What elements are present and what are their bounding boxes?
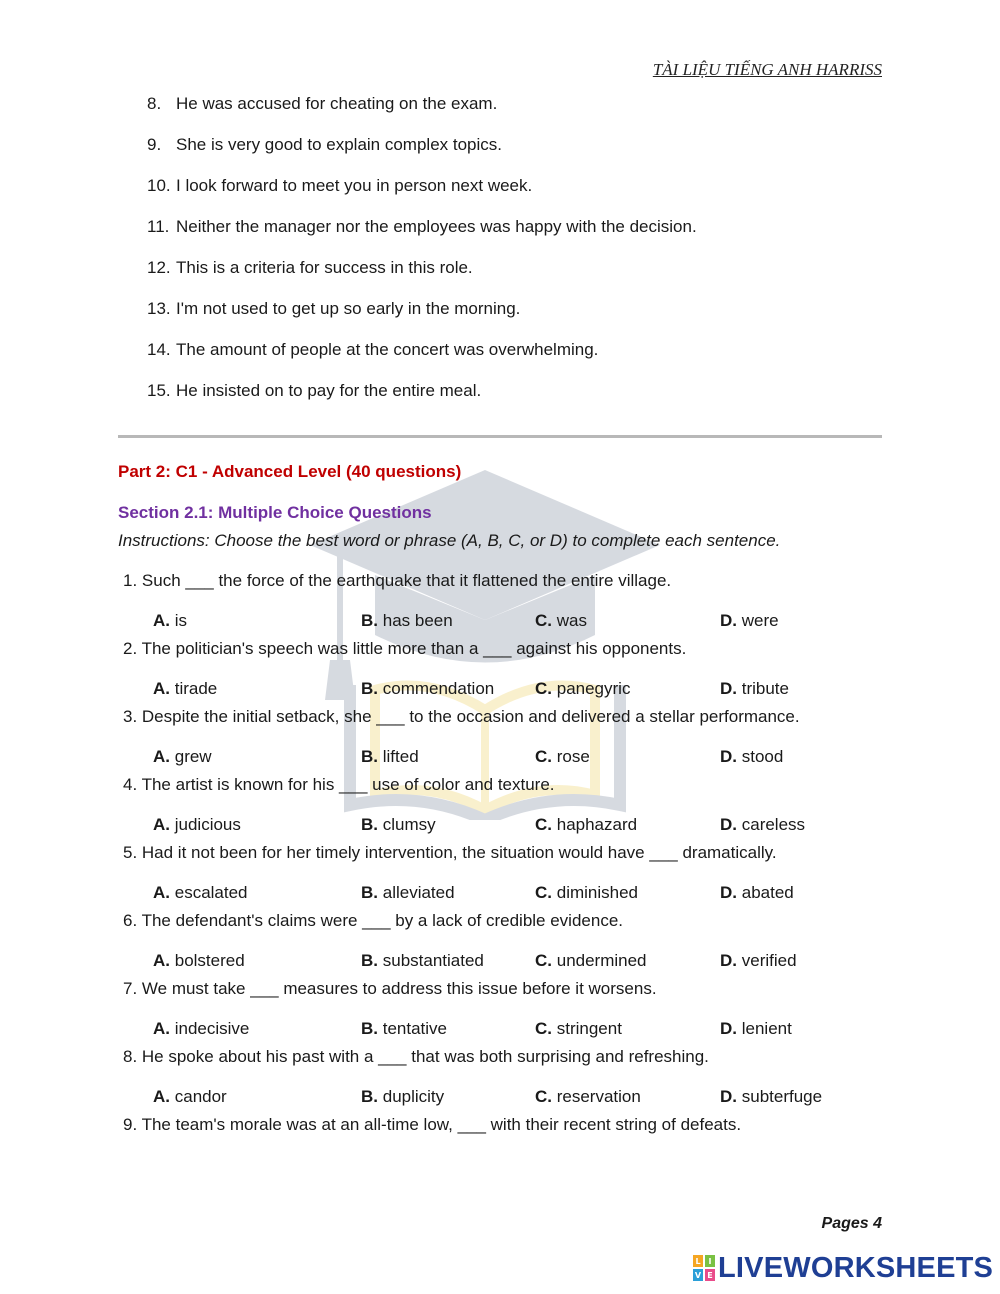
option-text: is	[174, 611, 188, 630]
logo-letter: I	[708, 1257, 712, 1266]
option-letter: B.	[361, 611, 378, 630]
option-text: judicious	[174, 815, 241, 834]
question	[123, 979, 923, 1047]
option-letter: A.	[153, 815, 170, 834]
option-a[interactable]	[153, 747, 212, 767]
part-title: Part 2: C1 - Advanced Level (40 questions)	[118, 462, 462, 481]
option-text: grew	[174, 747, 212, 766]
option-text: careless	[741, 815, 806, 834]
option-c[interactable]	[535, 1019, 622, 1039]
page-number: Pages 4	[821, 1215, 882, 1232]
question	[123, 707, 923, 775]
option-text: haphazard	[556, 815, 638, 834]
option-letter: A.	[153, 883, 170, 902]
option-letter: C.	[535, 815, 552, 834]
option-b[interactable]	[361, 747, 419, 767]
answer-options	[123, 611, 923, 639]
section-title: Section 2.1: Multiple Choice Questions	[118, 503, 432, 522]
option-c[interactable]	[535, 611, 587, 631]
option-letter: D.	[720, 611, 737, 630]
list-item	[147, 299, 697, 340]
option-d[interactable]	[720, 951, 797, 971]
logo-letter: L	[695, 1257, 701, 1266]
question-stem: 3. Despite the initial setback, she ___ to the occasion and delivered a stellar performance.	[123, 707, 800, 726]
option-d[interactable]	[720, 747, 783, 767]
option-letter: C.	[535, 1087, 552, 1106]
answer-options	[123, 951, 923, 979]
option-b[interactable]	[361, 679, 494, 699]
item-number: 11.	[147, 217, 170, 236]
brand-text: LIVEWORKSHEETS	[718, 1252, 994, 1284]
question	[123, 911, 923, 979]
option-b[interactable]	[361, 1019, 447, 1039]
item-text: I look forward to meet you in person next week.	[176, 176, 533, 195]
option-a[interactable]	[153, 815, 241, 835]
option-letter: A.	[153, 679, 170, 698]
option-text: candor	[174, 1087, 227, 1106]
option-letter: D.	[720, 815, 737, 834]
option-text: rose	[556, 747, 590, 766]
option-letter: B.	[361, 815, 378, 834]
option-b[interactable]	[361, 951, 484, 971]
option-text: lifted	[382, 747, 419, 766]
multiple-choice-questions	[123, 571, 923, 1183]
option-a[interactable]	[153, 611, 187, 631]
option-letter: C.	[535, 679, 552, 698]
question	[123, 1115, 923, 1183]
option-c[interactable]	[535, 747, 590, 767]
option-letter: C.	[535, 951, 552, 970]
logo-letter: E	[707, 1271, 713, 1280]
answer-options	[123, 747, 923, 775]
option-a[interactable]	[153, 883, 248, 903]
item-text: He insisted on to pay for the entire meal.	[176, 381, 482, 400]
item-number: 12.	[147, 258, 171, 277]
question-stem: 4. The artist is known for his ___ use of color and texture.	[123, 775, 555, 794]
answer-options	[123, 1019, 923, 1047]
question	[123, 639, 923, 707]
option-letter: C.	[535, 747, 552, 766]
option-d[interactable]	[720, 1087, 822, 1107]
option-letter: C.	[535, 1019, 552, 1038]
question-stem: 1. Such ___ the force of the earthquake that it flattened the entire village.	[123, 571, 672, 590]
option-text: bolstered	[174, 951, 245, 970]
option-letter: A.	[153, 1087, 170, 1106]
option-letter: A.	[153, 611, 170, 630]
question-stem: 8. He spoke about his past with a ___ that was both surprising and refreshing.	[123, 1047, 709, 1066]
item-number: 15.	[147, 381, 171, 400]
option-a[interactable]	[153, 951, 245, 971]
item-text: The amount of people at the concert was overwhelming.	[176, 340, 599, 359]
option-text: escalated	[174, 883, 248, 902]
liveworksheets-brand[interactable]	[693, 1252, 993, 1284]
option-letter: B.	[361, 1019, 378, 1038]
option-d[interactable]	[720, 1019, 792, 1039]
list-item	[147, 258, 697, 299]
option-text: tribute	[741, 679, 789, 698]
option-a[interactable]	[153, 679, 217, 699]
option-letter: A.	[153, 951, 170, 970]
logo-letter: V	[694, 1271, 702, 1280]
item-text: She is very good to explain complex topics.	[176, 135, 503, 154]
document-header-title: TÀI LIỆU TIẾNG ANH HARRISS	[652, 60, 882, 79]
question-stem: 6. The defendant's claims were ___ by a lack of credible evidence.	[123, 911, 623, 930]
option-letter: D.	[720, 1019, 737, 1038]
option-c[interactable]	[535, 679, 630, 699]
question	[123, 843, 923, 911]
option-b[interactable]	[361, 815, 436, 835]
option-letter: D.	[720, 951, 737, 970]
option-letter: D.	[720, 747, 737, 766]
option-text: lenient	[741, 1019, 792, 1038]
option-letter: D.	[720, 883, 737, 902]
option-text: diminished	[556, 883, 638, 902]
list-item	[147, 135, 697, 176]
option-text: abated	[741, 883, 794, 902]
option-c[interactable]	[535, 815, 637, 835]
option-d[interactable]	[720, 815, 805, 835]
question-stem: 9. The team's morale was at an all-time low, ___ with their recent string of defeats.	[123, 1115, 742, 1134]
option-text: were	[741, 611, 779, 630]
option-text: reservation	[556, 1087, 641, 1106]
answer-options	[123, 679, 923, 707]
option-letter: B.	[361, 883, 378, 902]
item-number: 13.	[147, 299, 171, 318]
option-text: undermined	[556, 951, 647, 970]
item-number: 14.	[147, 340, 171, 359]
option-c[interactable]	[535, 883, 638, 903]
option-c[interactable]	[535, 1087, 641, 1107]
option-d[interactable]	[720, 611, 779, 631]
answer-options	[123, 815, 923, 843]
item-text: This is a criteria for success in this role.	[176, 258, 473, 277]
option-text: clumsy	[382, 815, 436, 834]
option-text: alleviated	[382, 883, 455, 902]
option-d[interactable]	[720, 883, 794, 903]
list-item	[147, 94, 697, 135]
question	[123, 1047, 923, 1115]
option-text: has been	[382, 611, 453, 630]
option-text: tirade	[174, 679, 218, 698]
option-b[interactable]	[361, 883, 455, 903]
item-text: I'm not used to get up so early in the morning.	[176, 299, 521, 318]
item-number: 10.	[147, 176, 171, 195]
answer-options	[123, 883, 923, 911]
option-letter: A.	[153, 1019, 170, 1038]
option-c[interactable]	[535, 951, 647, 971]
list-item	[147, 217, 697, 258]
option-text: stringent	[556, 1019, 622, 1038]
question-stem: 5. Had it not been for her timely intervention, the situation would have ___ dramatically.	[123, 843, 777, 862]
question	[123, 775, 923, 843]
option-text: tentative	[382, 1019, 447, 1038]
option-text: indecisive	[174, 1019, 250, 1038]
item-text: Neither the manager nor the employees was happy with the decision.	[176, 217, 697, 236]
option-text: verified	[741, 951, 797, 970]
option-text: panegyric	[556, 679, 631, 698]
liveworksheets-logo-icon	[693, 1255, 715, 1281]
item-text: He was accused for cheating on the exam.	[176, 94, 498, 113]
option-text: stood	[741, 747, 784, 766]
question-stem: 7. We must take ___ measures to address this issue before it worsens.	[123, 979, 657, 998]
option-letter: B.	[361, 747, 378, 766]
error-correction-list	[147, 94, 697, 422]
list-item	[147, 381, 697, 422]
option-letter: D.	[720, 679, 737, 698]
list-item	[147, 340, 697, 381]
list-item	[147, 176, 697, 217]
option-text: duplicity	[382, 1087, 445, 1106]
option-text: commendation	[382, 679, 495, 698]
option-letter: B.	[361, 951, 378, 970]
option-b[interactable]	[361, 1087, 444, 1107]
option-letter: A.	[153, 747, 170, 766]
option-text: was	[556, 611, 587, 630]
section-divider	[118, 435, 882, 438]
option-letter: D.	[720, 1087, 737, 1106]
option-d[interactable]	[720, 679, 789, 699]
question-stem: 2. The politician's speech was little more than a ___ against his opponents.	[123, 639, 687, 658]
option-b[interactable]	[361, 611, 453, 631]
section-instructions: Instructions: Choose the best word or phrase (A, B, C, or D) to complete each sentence.	[118, 531, 781, 550]
option-a[interactable]	[153, 1087, 227, 1107]
answer-options	[123, 1087, 923, 1115]
option-text: subterfuge	[741, 1087, 823, 1106]
option-a[interactable]	[153, 1019, 249, 1039]
item-number: 9.	[147, 135, 162, 154]
option-letter: C.	[535, 611, 552, 630]
item-number: 8.	[147, 94, 162, 113]
option-letter: C.	[535, 883, 552, 902]
option-letter: B.	[361, 1087, 378, 1106]
option-letter: B.	[361, 679, 378, 698]
question	[123, 571, 923, 639]
option-text: substantiated	[382, 951, 484, 970]
